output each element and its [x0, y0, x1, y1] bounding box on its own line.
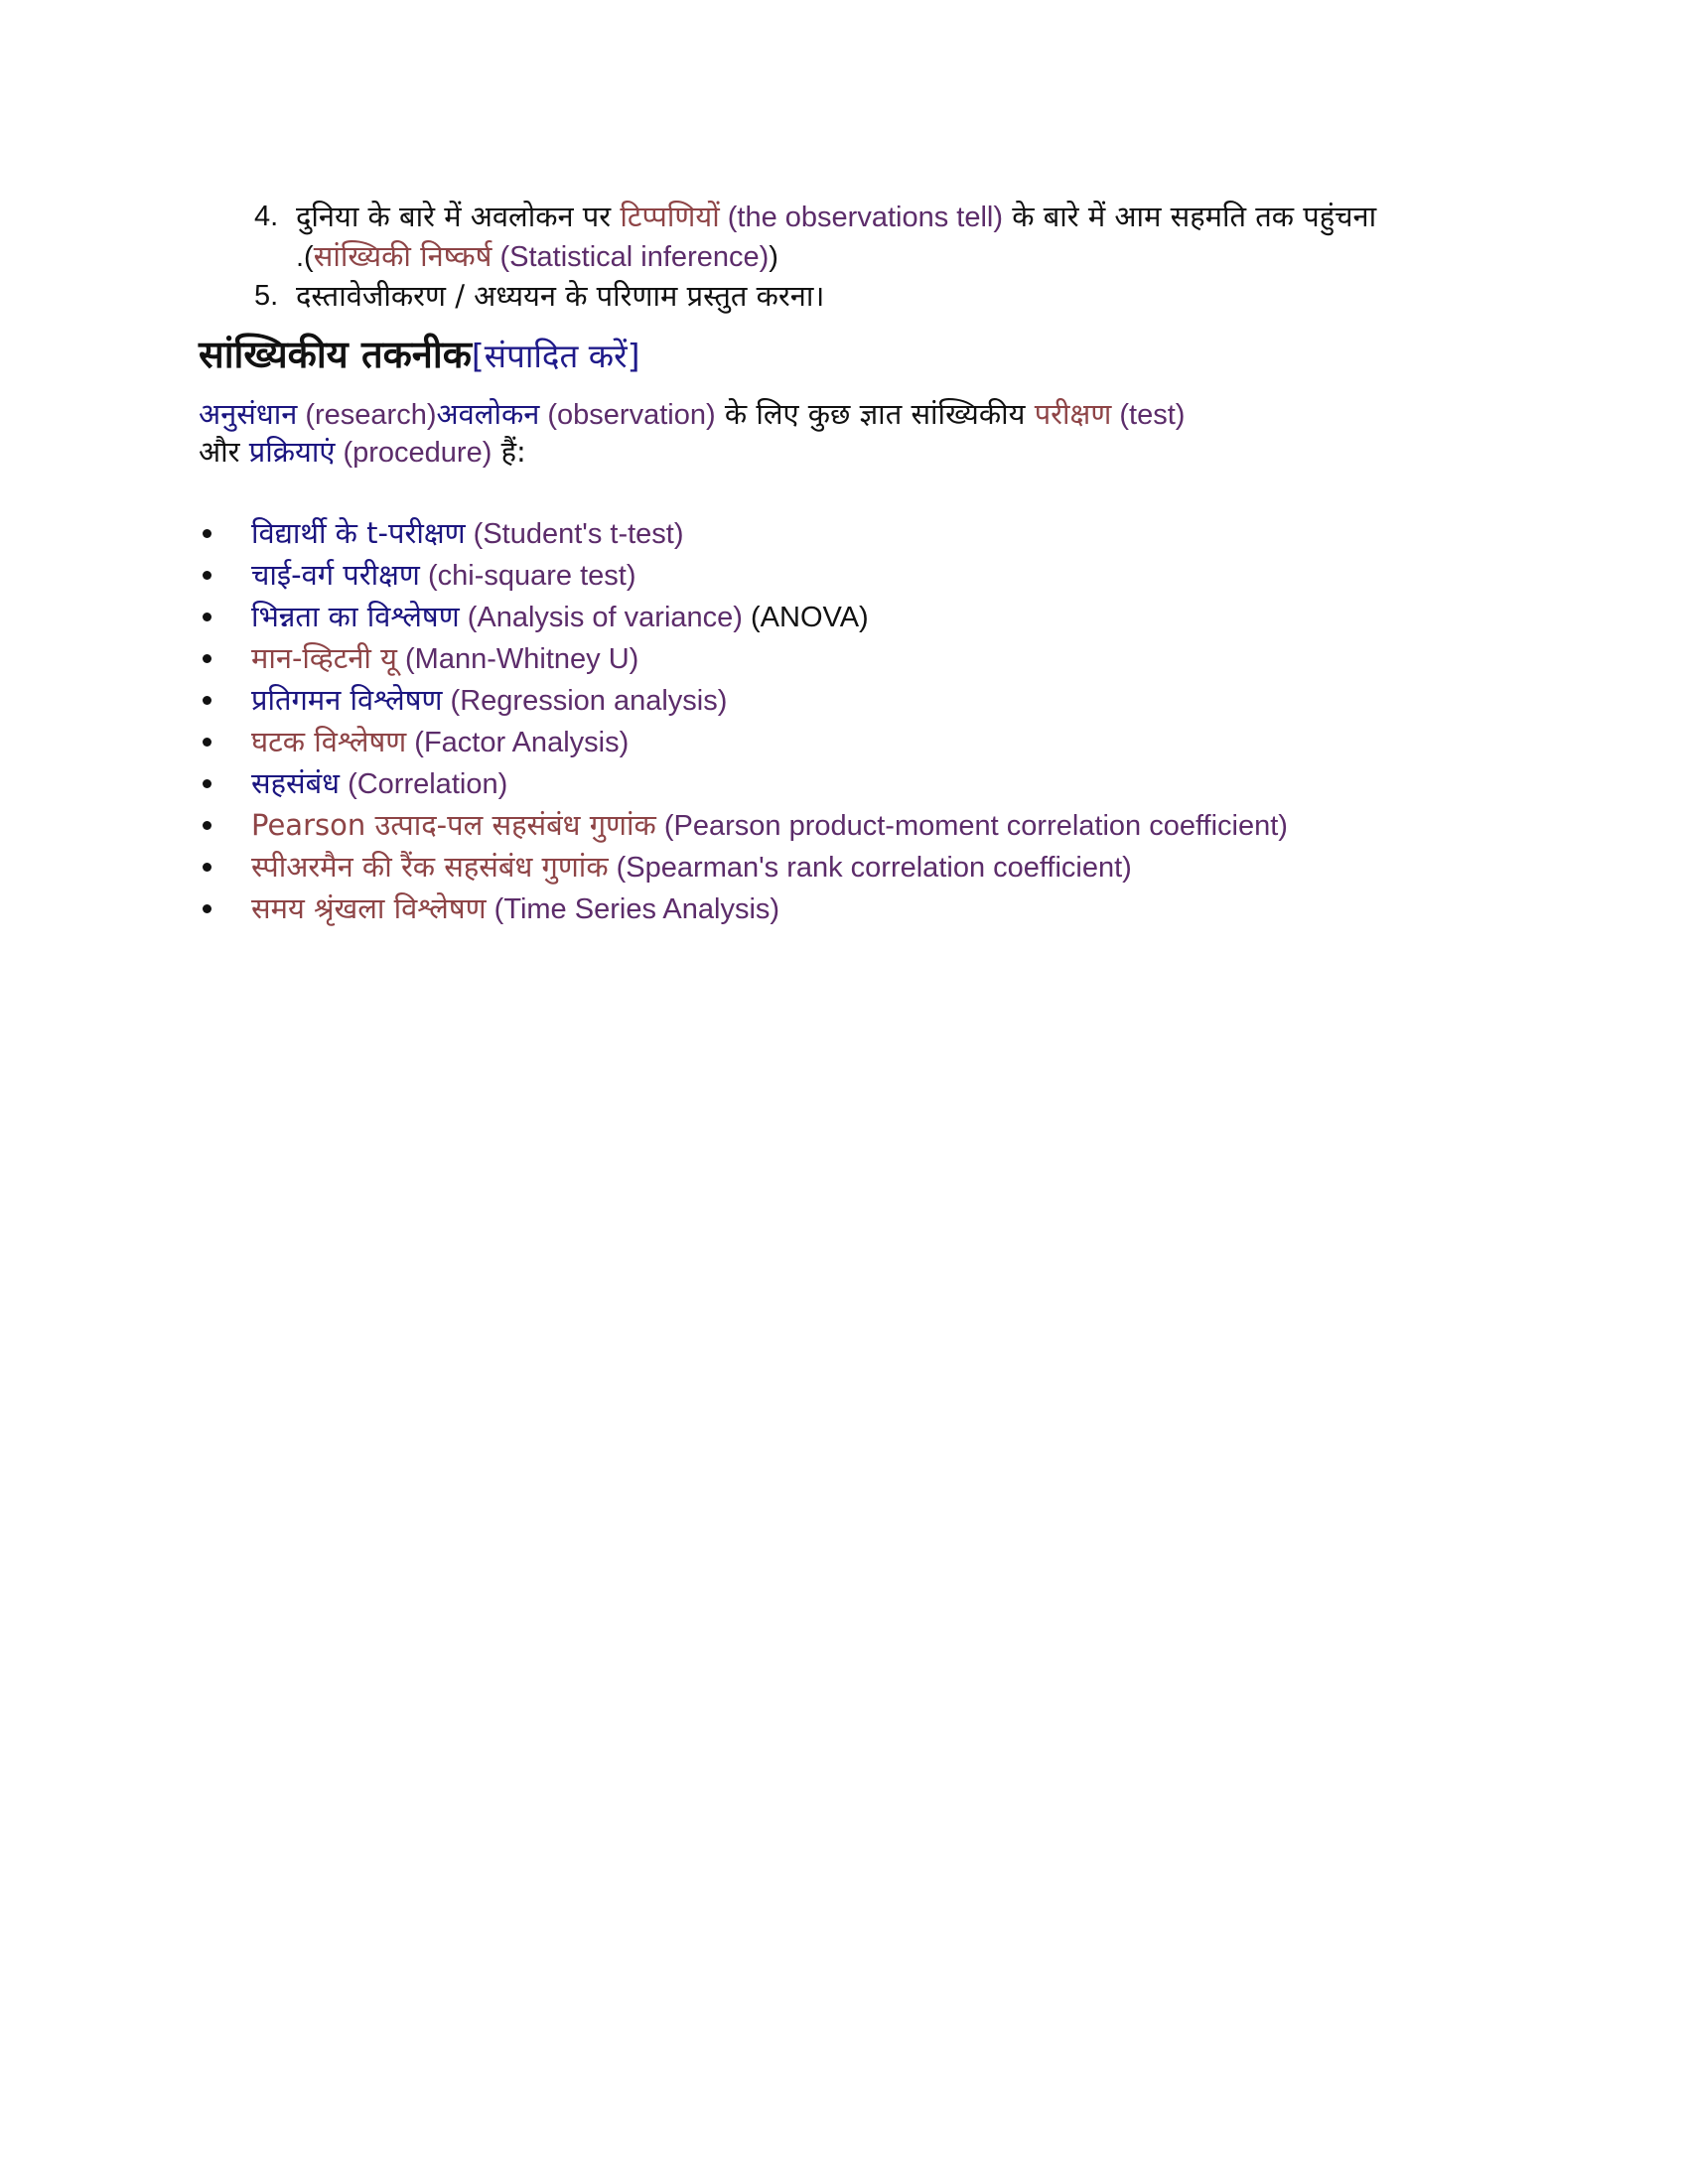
- edit-section-link[interactable]: [संपादित करें]: [471, 337, 640, 375]
- list-text: ): [769, 241, 778, 273]
- technique-link[interactable]: मान-व्हिटनी यू: [251, 641, 397, 675]
- bullet-icon: [203, 654, 211, 663]
- technique-item: [199, 512, 1288, 554]
- observations-link[interactable]: टिप्पणियों: [620, 200, 720, 233]
- technique-link[interactable]: Pearson उत्पाद-पल सहसंबंध गुणांक: [251, 808, 656, 842]
- bullet-icon: [203, 571, 211, 580]
- bullet-icon: [203, 696, 211, 705]
- technique-english: (Factor Analysis): [406, 727, 630, 758]
- list-number: 5.: [254, 280, 279, 312]
- section-heading: [199, 330, 639, 381]
- bullet-icon: [203, 863, 211, 872]
- test-english: (test): [1111, 399, 1186, 431]
- procedure-link[interactable]: प्रक्रियाएं: [248, 435, 336, 469]
- technique-link[interactable]: स्पीअरमैन की रैंक सहसंबंध गुणांक: [251, 850, 609, 884]
- technique-english: (Analysis of variance): [459, 602, 743, 633]
- bullet-icon: [203, 904, 211, 913]
- intro-text: के लिए कुछ ज्ञात सांख्यिकीय: [715, 397, 1035, 431]
- technique-english: (Spearman's rank correlation coefficient): [608, 852, 1132, 884]
- technique-item: [199, 762, 1288, 804]
- list-text: दस्तावेजीकरण / अध्ययन के परिणाम प्रस्तुत करना।: [296, 279, 825, 313]
- bullet-icon: [203, 779, 211, 788]
- technique-english: (Mann-Whitney U): [396, 643, 639, 675]
- intro-paragraph-line-1: [199, 395, 1185, 434]
- technique-link[interactable]: भिन्नता का विश्लेषण: [251, 600, 460, 633]
- technique-link[interactable]: सहसंबंध: [251, 766, 341, 800]
- technique-link[interactable]: विद्यार्थी के t-परीक्षण: [251, 516, 466, 550]
- list-text: .(: [296, 241, 314, 273]
- technique-link[interactable]: प्रतिगमन विश्लेषण: [251, 683, 443, 717]
- list-text: के बारे में आम सहमति तक पहुंचना: [1003, 200, 1377, 233]
- technique-item: [199, 679, 1288, 721]
- technique-link[interactable]: घटक विश्लेषण: [251, 725, 407, 758]
- bullet-icon: [203, 821, 211, 830]
- intro-text: हैं:: [492, 435, 526, 469]
- procedure-english: (procedure): [335, 437, 492, 469]
- technique-english: (Time Series Analysis): [486, 893, 780, 925]
- technique-item: [199, 637, 1288, 679]
- statistical-inference-english: (Statistical inference): [492, 241, 770, 273]
- bullet-icon: [203, 738, 211, 747]
- technique-english: (Correlation): [340, 768, 508, 800]
- bullet-icon: [203, 613, 211, 621]
- technique-english: (Regression analysis): [442, 685, 728, 717]
- heading-title: सांख्यिकीय तकनीक: [199, 333, 472, 376]
- list-text: दुनिया के बारे में अवलोकन पर: [296, 200, 621, 233]
- technique-link[interactable]: चाई-वर्ग परीक्षण: [251, 558, 420, 592]
- research-english: (research): [297, 399, 437, 431]
- list-number: 4.: [254, 201, 279, 232]
- technique-link[interactable]: समय श्रृंखला विश्लेषण: [251, 891, 487, 925]
- ordered-list-item-4-continuation: [296, 236, 778, 277]
- technique-item: [199, 596, 1288, 637]
- technique-item: [199, 846, 1288, 887]
- technique-english: (Pearson product-moment correlation coefficient): [655, 810, 1288, 842]
- technique-abbreviation: (ANOVA): [742, 602, 869, 633]
- technique-item: [199, 804, 1288, 846]
- intro-text: और: [199, 435, 249, 469]
- technique-item: [199, 887, 1288, 929]
- observation-link[interactable]: अवलोकन: [436, 397, 540, 431]
- statistical-inference-link[interactable]: सांख्यिकी निष्कर्ष: [313, 239, 492, 273]
- technique-english: (Student's t-test): [465, 518, 684, 550]
- techniques-list: [199, 512, 1288, 929]
- technique-item: [199, 554, 1288, 596]
- research-link[interactable]: अनुसंधान: [199, 397, 298, 431]
- observation-english: (observation): [539, 399, 716, 431]
- test-link[interactable]: परीक्षण: [1034, 397, 1112, 431]
- technique-item: [199, 721, 1288, 762]
- technique-english: (chi-square test): [419, 560, 636, 592]
- bullet-icon: [203, 529, 211, 538]
- observations-english: (the observations tell): [719, 202, 1004, 233]
- intro-paragraph-line-2: [199, 433, 526, 472]
